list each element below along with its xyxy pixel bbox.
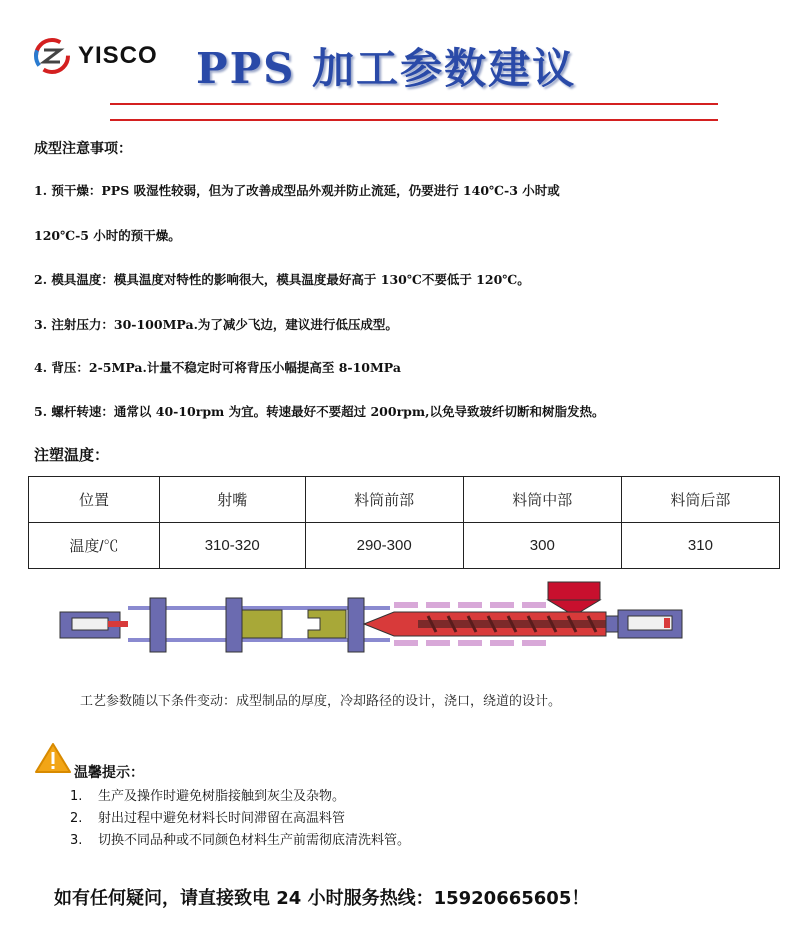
- table-cell: 温度/℃: [29, 523, 160, 569]
- temperature-table: [28, 476, 780, 569]
- note-item-2: 2. 模具温度：模具温度对特性的影响很大，模具温度最好高于 130℃不要低于 120℃。: [34, 272, 530, 287]
- list-item-number: 3.: [70, 833, 83, 848]
- note-item-1-line2: 120℃-5 小时的预干燥。: [34, 228, 181, 243]
- hotline-text: 如有任何疑问，请直接致电 24 小时服务热线：15920665605！: [54, 888, 590, 909]
- note-item-1-line1: 1. 预干燥：PPS 吸湿性较弱，但为了改善成型品外观并防止流延，仍要进行 140℃-3 小时或: [34, 183, 560, 198]
- process-note: 工艺参数随以下条件变动：成型制品的厚度，冷却路径的设计，浇口，绕道的设计。: [80, 694, 562, 709]
- table-header-row: [29, 477, 780, 523]
- heater-band: [522, 640, 546, 646]
- hopper-throat: [548, 600, 600, 612]
- warning-icon: [34, 742, 72, 774]
- table-cell: 290-300: [305, 523, 463, 569]
- tips-title: 温馨提示：: [74, 765, 144, 781]
- list-item-number: 2.: [70, 811, 83, 826]
- heater-band: [426, 602, 450, 608]
- heater-band: [394, 602, 418, 608]
- table-header-cell: 料筒中部: [463, 477, 621, 523]
- page-title: PPS 加工参数建议: [196, 44, 577, 93]
- injection-molding-machine-diagram: [58, 580, 718, 664]
- note-item-3: 3. 注射压力：30-100MPa.为了减少飞边，建议进行低压成型。: [34, 317, 398, 332]
- table-header-cell: 料筒后部: [621, 477, 779, 523]
- drive-coupling: [606, 616, 618, 632]
- piston-rod: [108, 621, 128, 627]
- yisco-logo-icon: [32, 36, 72, 76]
- heater-band: [490, 602, 514, 608]
- list-item: [70, 808, 410, 830]
- injection-piston: [664, 618, 670, 628]
- mold-core: [242, 610, 282, 638]
- table-row: [29, 523, 780, 569]
- heater-band: [458, 640, 482, 646]
- heater-band: [522, 602, 546, 608]
- table-cell: 300: [463, 523, 621, 569]
- table-cell: 310-320: [159, 523, 305, 569]
- moving-platen: [226, 598, 242, 652]
- list-item-text: 切换不同品种或不同颜色材料生产前需彻底清洗料管。: [98, 833, 411, 848]
- title-divider-bottom: [110, 119, 718, 121]
- note-item-4: 4. 背压：2-5MPa.计量不稳定时可将背压小幅提高至 8-10MPa: [34, 360, 401, 375]
- heater-band: [458, 602, 482, 608]
- heater-band: [426, 640, 450, 646]
- table-header-cell: 位置: [29, 477, 160, 523]
- list-item-text: 生产及操作时避免树脂接触到灰尘及杂物。: [98, 789, 346, 804]
- rear-platen: [150, 598, 166, 652]
- tips-list: [70, 786, 410, 852]
- fixed-platen: [348, 598, 364, 652]
- mold-cavity: [308, 610, 346, 638]
- list-item: [70, 830, 410, 852]
- hopper: [548, 582, 600, 600]
- list-item: [70, 786, 410, 808]
- table-header-cell: 料筒前部: [305, 477, 463, 523]
- heater-band: [394, 640, 418, 646]
- title-divider-top: [110, 103, 718, 105]
- section-title: 成型注意事项：: [34, 141, 132, 157]
- table-cell: 310: [621, 523, 779, 569]
- temp-section-title: 注塑温度：: [34, 446, 110, 464]
- list-item-text: 射出过程中避免材料长时间滞留在高温料管: [98, 811, 346, 826]
- clamp-cylinder-rod: [72, 618, 108, 630]
- table-header-cell: 射嘴: [159, 477, 305, 523]
- heater-band: [490, 640, 514, 646]
- note-item-5: 5. 螺杆转速：通常以 40-10rpm 为宜。转速最好不要超过 200rpm,以免导致玻纤切断和树脂发热。: [34, 404, 605, 419]
- brand-name: YISCO: [78, 42, 158, 69]
- list-item-number: 1.: [70, 789, 83, 804]
